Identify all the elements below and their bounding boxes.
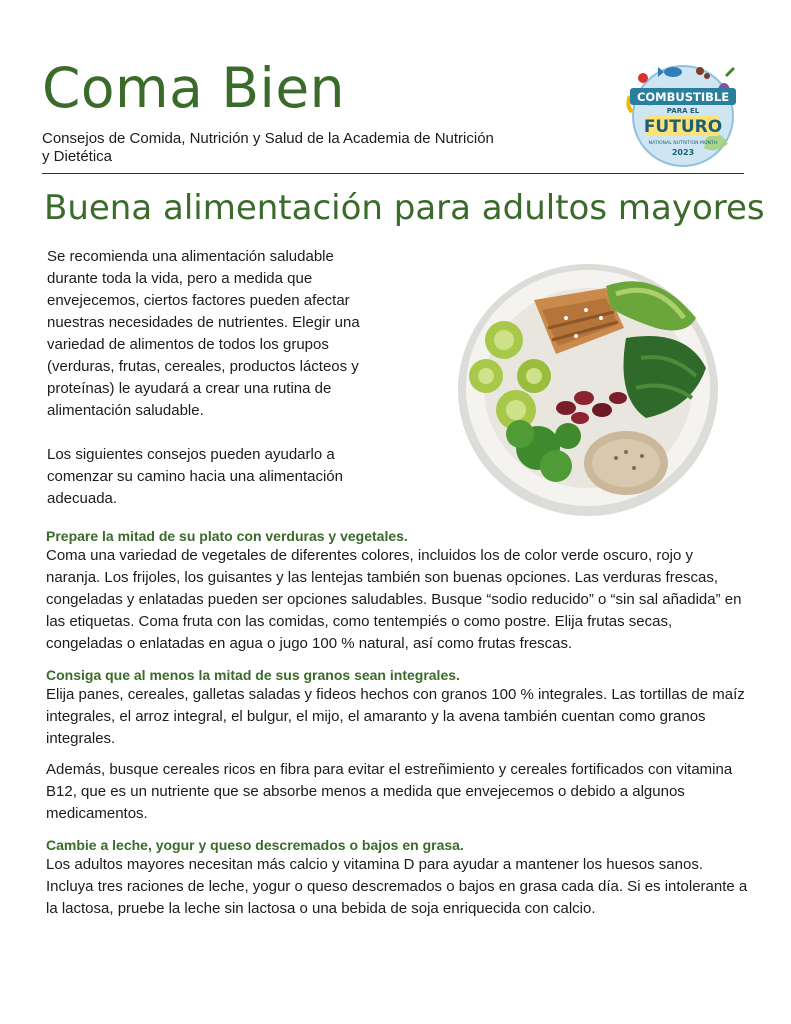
page-title: Buena alimentación para adultos mayores [44, 188, 765, 228]
strawberry-icon [638, 73, 648, 83]
food-bowl-image [456, 258, 720, 518]
tip-heading: Consiga que al menos la mitad de sus granos sean integrales. [46, 667, 460, 683]
brand-subtitle: Consejos de Comida, Nutrición y Salud de la Academia de Nutrición y Dietética [42, 130, 494, 165]
tip-section [46, 837, 751, 920]
tip-heading: Prepare la mitad de su plato con verduras y vegetales. [46, 528, 408, 544]
intro-paragraph: Se recomienda una alimentación saludable durante toda la vida, pero a medida que envejecemos, ciertos factores pueden afectar nuestras necesidades de nutrientes. Elegir una variedad de alimentos de todos los grupos (verduras, frutas, cereales, productos lácteos y proteínas) le ayudará a crear una rutina de alimentación saludable. [47, 248, 360, 419]
tip-paragraph: Además, busque cereales ricos en fibra para evitar el estreñimiento y cereales fortificados con vitamina B12, que es un nutriente que se absorbe menos a medida que envejecemos o debido a algunos medicamentos. [46, 761, 733, 822]
tips-sections [46, 528, 751, 932]
tip-section [46, 667, 751, 825]
intro-paragraph: Los siguientes consejos pueden ayudarlo a comenzar su camino hacia una alimentación adecuada. [47, 446, 343, 507]
badge-line1: COMBUSTIBLE [636, 90, 730, 104]
intro-text [47, 246, 382, 532]
badge-line2: PARA EL [666, 107, 700, 115]
brand-title: Coma Bien [42, 56, 346, 120]
badge-line4: NATIONAL NUTRITION MONTH [648, 141, 718, 146]
tip-paragraph: Los adultos mayores necesitan más calcio y vitamina D para ayudar a mantener los huesos sanos. Incluya tres raciones de leche, yogur o queso descremados o bajos en grasa cada día. Si es intolerante a la lactosa, pruebe la leche sin lactosa o una bebida de soja enriquecida con calcio. [46, 856, 748, 917]
tip-paragraph: Elija panes, cereales, galletas saladas y fideos hechos con granos 100 % integrales. Las tortillas de maíz integrales, el arroz integral, el bulgur, el mijo, el amaranto y la avena también cuentan como granos integrales. [46, 686, 745, 747]
tip-section [46, 528, 751, 655]
fish-icon [664, 67, 682, 77]
header-divider [42, 173, 744, 174]
badge-line3: FUTURO [643, 117, 723, 137]
tip-heading: Cambie a leche, yogur y queso descremados o bajos en grasa. [46, 837, 464, 853]
badge-year: 2023 [671, 148, 695, 157]
tip-paragraph: Coma una variedad de vegetales de diferentes colores, incluidos los de color verde oscuro, rojo y naranja. Los frijoles, los guisantes y las lentejas también son buenas opciones. Las verduras frescas, congeladas y enlatadas pueden ser opciones saludables. Busque “sodio reducido” o “sin sal añadida” en las etiquetas. Coma fruta con las comidas, como tentempiés o como postre. Elija frutas secas, congeladas o enlatadas en agua o jugo 100 % natural, así como frutas frescas. [46, 547, 742, 652]
national-nutrition-month-badge [618, 58, 748, 170]
